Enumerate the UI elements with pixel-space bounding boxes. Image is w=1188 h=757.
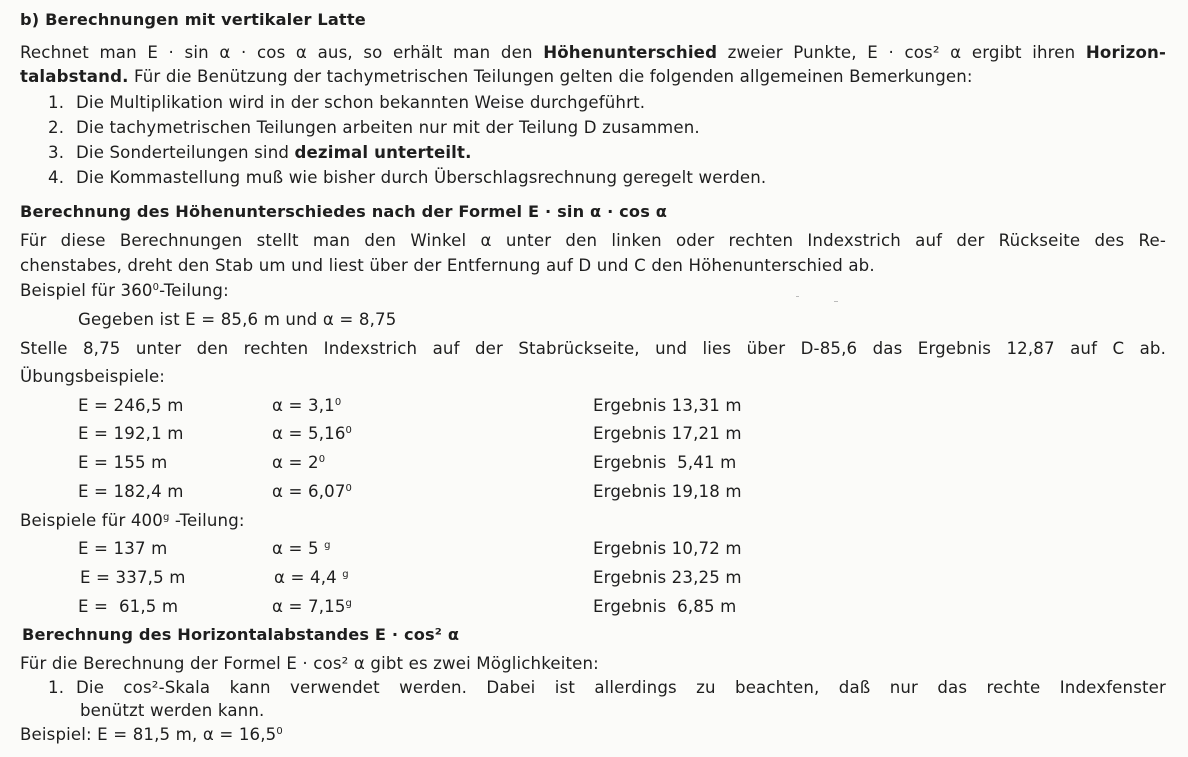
text-run: zweier Punkte, E · cos² α ergibt ihren xyxy=(717,43,1086,62)
text-run: Für die Benützung der tachymetrischen Teilungen gelten die folgenden allgemeinen Bemerkungen: xyxy=(128,67,973,86)
list-number: 2. xyxy=(48,118,65,137)
superscript: 0 xyxy=(276,726,283,737)
text-run: α = 4,4 xyxy=(274,568,337,587)
text-run: Beispiele für 400 xyxy=(20,511,163,530)
list-text: Die Kommastellung muß wie bisher durch Überschlagsrechnung geregelt werden. xyxy=(76,168,767,187)
paragraph-horiz-intro: Für die Berechnung der Formel E · cos² α gibt es zwei Möglichkeiten: xyxy=(20,654,599,673)
exercise-alpha xyxy=(272,424,352,444)
exercise-result: Ergebnis 10,72 m xyxy=(593,539,742,558)
list-number: 4. xyxy=(48,168,65,187)
exercise-alpha xyxy=(272,396,341,416)
superscript: g xyxy=(345,598,353,609)
text-run: α = 5,16 xyxy=(272,424,346,443)
text-run: -Teilung: xyxy=(169,511,245,530)
exercise-e: E = 61,5 m xyxy=(78,597,179,616)
exercise-result: Ergebnis 17,21 m xyxy=(593,424,742,443)
superscript: 0 xyxy=(345,425,353,436)
exercise-result: Ergebnis 19,18 m xyxy=(593,482,742,501)
instruction-line: Stelle 8,75 unter den rechten Indexstrich auf der Stabrückseite, und lies über D-85,6 das Ergebnis 12,87 auf C ab. xyxy=(20,339,1166,358)
bold-term-hoehenunterschied: Höhenunterschied xyxy=(543,43,718,62)
list-text: Die Sonderteilungen sind xyxy=(76,143,295,162)
text-run: -Teilung: xyxy=(159,281,229,300)
text-run: α = 2 xyxy=(272,453,319,472)
superscript: 0 xyxy=(334,397,342,408)
exercise-e: E = 155 m xyxy=(78,453,168,472)
superscript: 0 xyxy=(152,282,160,293)
exercise-result: Ergebnis 13,31 m xyxy=(593,396,742,415)
text-run: Rechnet man E · sin α · cos α aus, so erhält man den xyxy=(20,43,544,62)
exercise-e: E = 246,5 m xyxy=(78,396,184,415)
exercise-alpha xyxy=(274,568,349,588)
exercise-alpha xyxy=(272,482,352,502)
text-run: α = 6,07 xyxy=(272,482,346,501)
example-400-label xyxy=(20,511,245,531)
section-heading-horizontalabstand: Berechnung des Horizontalabstandes E · cos² α xyxy=(22,625,460,644)
given-values: Gegeben ist E = 85,6 m und α = 8,75 xyxy=(78,310,397,329)
exercise-alpha xyxy=(272,453,325,473)
list-item xyxy=(48,168,766,188)
exercise-e: E = 137 m xyxy=(78,539,168,558)
list-item xyxy=(48,143,472,163)
section-heading-b: b) Berechnungen mit vertikaler Latte xyxy=(20,10,366,29)
text-run: Beispiel für 360 xyxy=(20,281,153,300)
list-text: Die cos²-Skala kann verwendet werden. Dabei ist allerdings zu beachten, daß nur das rechte Indexfenster xyxy=(76,678,1166,697)
text-run: α = 7,15 xyxy=(272,597,346,616)
exercises-label: Übungsbeispiele: xyxy=(20,367,166,386)
superscript: 0 xyxy=(318,454,326,465)
text-run: Beispiel: E = 81,5 m, α = 16,5 xyxy=(20,725,277,744)
example-360-label xyxy=(20,281,229,301)
bold-term-talabstand: talabstand. xyxy=(20,67,129,86)
paragraph-intro-line-2 xyxy=(20,67,973,87)
exercise-e: E = 182,4 m xyxy=(78,482,184,501)
exercise-result: Ergebnis 23,25 m xyxy=(593,568,742,587)
example-last xyxy=(20,725,283,745)
bold-term-horizon: Horizon- xyxy=(1085,43,1166,62)
exercise-result: Ergebnis 6,85 m xyxy=(593,597,737,616)
exercise-alpha xyxy=(272,597,352,617)
scan-speck xyxy=(834,301,838,302)
list-text: Die Multiplikation wird in der schon bekannten Weise durchgeführt. xyxy=(76,93,646,112)
section-heading-hoehenunterschied: Berechnung des Höhenunterschiedes nach der Formel E · sin α · cos α xyxy=(20,202,668,221)
scan-speck xyxy=(796,296,799,297)
list-item xyxy=(48,678,1166,698)
list-item xyxy=(48,93,645,113)
list-text: Die tachymetrischen Teilungen arbeiten nur mit der Teilung D zusammen. xyxy=(76,118,700,137)
superscript: g xyxy=(342,569,349,580)
paragraph-hoehe-line-2: chenstabes, dreht den Stab um und liest über der Entfernung auf D und C den Höhenunterschied ab. xyxy=(20,256,875,275)
exercise-alpha xyxy=(272,539,331,559)
list-number: 3. xyxy=(48,143,65,162)
list-item-continuation: benützt werden kann. xyxy=(80,701,265,720)
paragraph-intro-line-1 xyxy=(20,43,1166,63)
text-run: α = 5 xyxy=(272,539,319,558)
exercise-result: Ergebnis 5,41 m xyxy=(593,453,737,472)
list-bold-text: dezimal unterteilt. xyxy=(294,143,472,162)
exercise-e: E = 192,1 m xyxy=(78,424,184,443)
paragraph-hoehe-line-1: Für diese Berechnungen stellt man den Winkel α unter den linken oder rechten Indexstrich auf der Rückseite des Re- xyxy=(20,231,1166,250)
text-run: α = 3,1 xyxy=(272,396,335,415)
exercise-e: E = 337,5 m xyxy=(80,568,186,587)
list-number: 1. xyxy=(48,93,65,112)
superscript: g xyxy=(162,512,170,523)
superscript: g xyxy=(324,540,331,551)
list-number: 1. xyxy=(48,678,65,697)
list-item xyxy=(48,118,700,138)
superscript: 0 xyxy=(345,483,353,494)
